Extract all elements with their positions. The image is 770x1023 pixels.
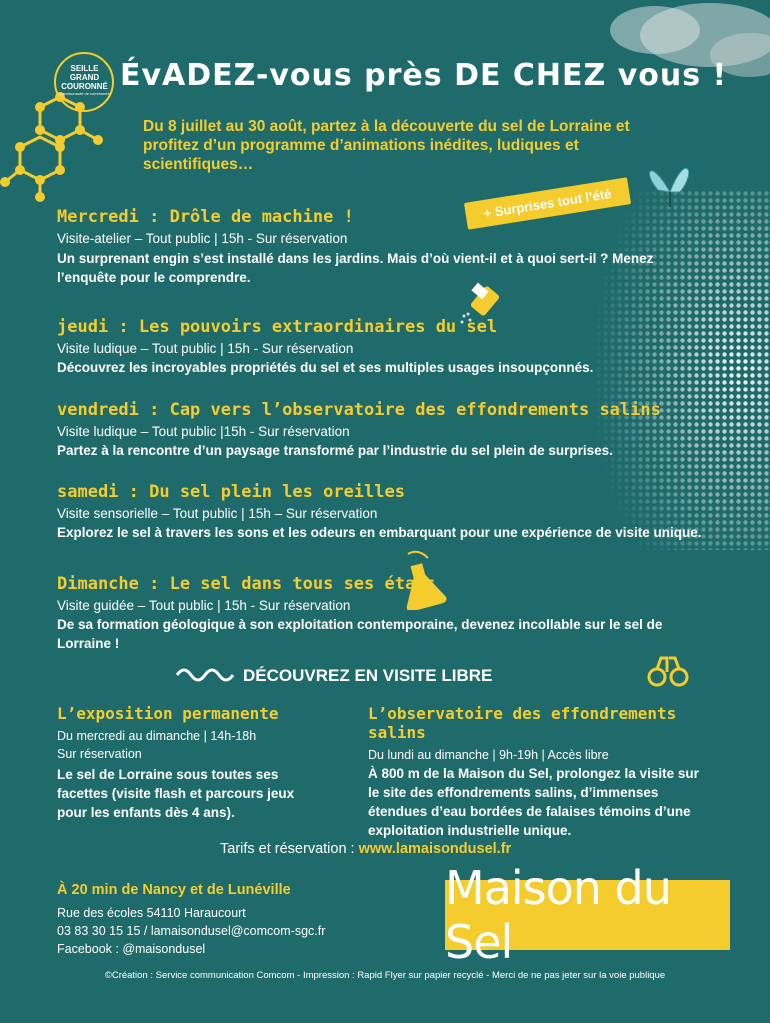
logo-tagline: Communauté de communes xyxy=(59,91,110,96)
day-subtitle: Visite-atelier – Tout public | 15h - Sur réservation xyxy=(57,231,348,246)
contact-block xyxy=(57,882,397,958)
observatoire xyxy=(368,704,728,840)
day-item-samedi xyxy=(57,482,717,542)
contact-facebook: Facebook : @maisondusel xyxy=(57,942,206,956)
day-item-vendredi xyxy=(57,400,717,460)
website-link[interactable]: www.lamaisondusel.fr xyxy=(358,841,512,857)
day-subtitle: Visite sensorielle – Tout public | 15h – Sur réservation xyxy=(57,506,378,521)
surprises-banner: + Surprises tout l’été xyxy=(464,177,631,229)
column-description: Le sel de Lorraine sous toutes ses facettes (visite flash et parcours jeux pour les enfants dès 4 ans). xyxy=(57,767,295,820)
day-description: Découvrez les incroyables propriétés du sel et ses multiples usages insoupçonnés. xyxy=(57,360,594,375)
page-title: ÉvADEZ-vous près DE CHEZ vous ! xyxy=(120,58,728,93)
day-title: jeudi : Les pouvoirs extraordinaires du sel xyxy=(57,317,498,337)
day-item-dimanche xyxy=(57,574,717,653)
logo-line2: GRAND xyxy=(69,73,100,82)
day-item-jeudi xyxy=(57,317,697,377)
day-description: Un surprenant engin s’est installé dans les jardins. Mais d’où vient-il et à quoi sert-il ? Menez l’enquête pour le comprendre. xyxy=(57,251,654,285)
exposition-permanente xyxy=(57,704,357,822)
wave-icon xyxy=(175,665,235,685)
day-title: Dimanche : Le sel dans tous ses états xyxy=(57,574,436,594)
day-description: Explorez le sel à travers les sons et les odeurs en embarquant pour une expérience de visite unique. xyxy=(57,525,702,540)
brand-logo-text: Maison du Sel xyxy=(445,861,671,969)
footer-credits: ©Création : Service communication Comcom - Impression : Rapid Flyer sur papier recyclé - Merci de ne pas jeter sur la voie publique xyxy=(104,970,666,981)
contact-phone: 03 83 30 15 15 / lamaisondusel@comcom-sgc.fr xyxy=(57,924,326,938)
column-description: À 800 m de la Maison du Sel, prolongez la visite sur le site des effondrements salins, d’immenses étendues d’eau bordées de falaises témoins d’une exploitation industrielle unique. xyxy=(368,766,699,838)
logo-line3: COURONNÉ xyxy=(61,82,108,91)
contact-address: Rue des écoles 54110 Haraucourt xyxy=(57,906,246,920)
day-subtitle: Visite guidée – Tout public | 15h - Sur réservation xyxy=(57,598,351,613)
column-title: L’exposition permanente xyxy=(57,704,279,723)
column-line: Sur réservation xyxy=(57,747,142,761)
comcom-logo-text xyxy=(57,64,112,97)
day-title: Mercredi : Drôle de machine ! xyxy=(57,207,354,227)
logo-line1: SEILLE xyxy=(70,64,99,73)
column-line: Du mercredi au dimanche | 14h-18h xyxy=(57,729,257,743)
tarifs-line xyxy=(220,841,511,857)
maison-du-sel-logo xyxy=(445,861,730,969)
contact-heading: À 20 min de Nancy et de Lunéville xyxy=(57,882,291,898)
day-title: vendredi : Cap vers l’observatoire des effondrements salins xyxy=(57,400,661,420)
tarifs-label: Tarifs et réservation : xyxy=(220,841,359,857)
day-subtitle: Visite ludique – Tout public | 15h - Sur réservation xyxy=(57,341,354,356)
binoculars-icon xyxy=(647,654,689,688)
column-line: Du lundi au dimanche | 9h-19h | Accès libre xyxy=(368,748,609,762)
day-description: De sa formation géologique à son exploitation contemporaine, devenez incollable sur le sel de Lorraine ! xyxy=(57,617,663,651)
day-item-mercredi xyxy=(57,207,677,287)
day-description: Partez à la rencontre d’un paysage transformé par l’industrie du sel plein de surprises. xyxy=(57,443,613,458)
day-title: samedi : Du sel plein les oreilles xyxy=(57,482,405,502)
column-title: L’observatoire des effondrements salins xyxy=(368,704,677,742)
butterfly-icon xyxy=(640,152,700,212)
day-subtitle: Visite ludique – Tout public |15h - Sur réservation xyxy=(57,424,350,439)
intro-text: Du 8 juillet au 30 août, partez à la découverte du sel de Lorraine et profitez d’un programme d’animations inédites, ludiques et scientifiques… xyxy=(143,118,630,173)
visite-libre-heading: DÉCOUVREZ EN VISITE LIBRE xyxy=(243,666,493,685)
